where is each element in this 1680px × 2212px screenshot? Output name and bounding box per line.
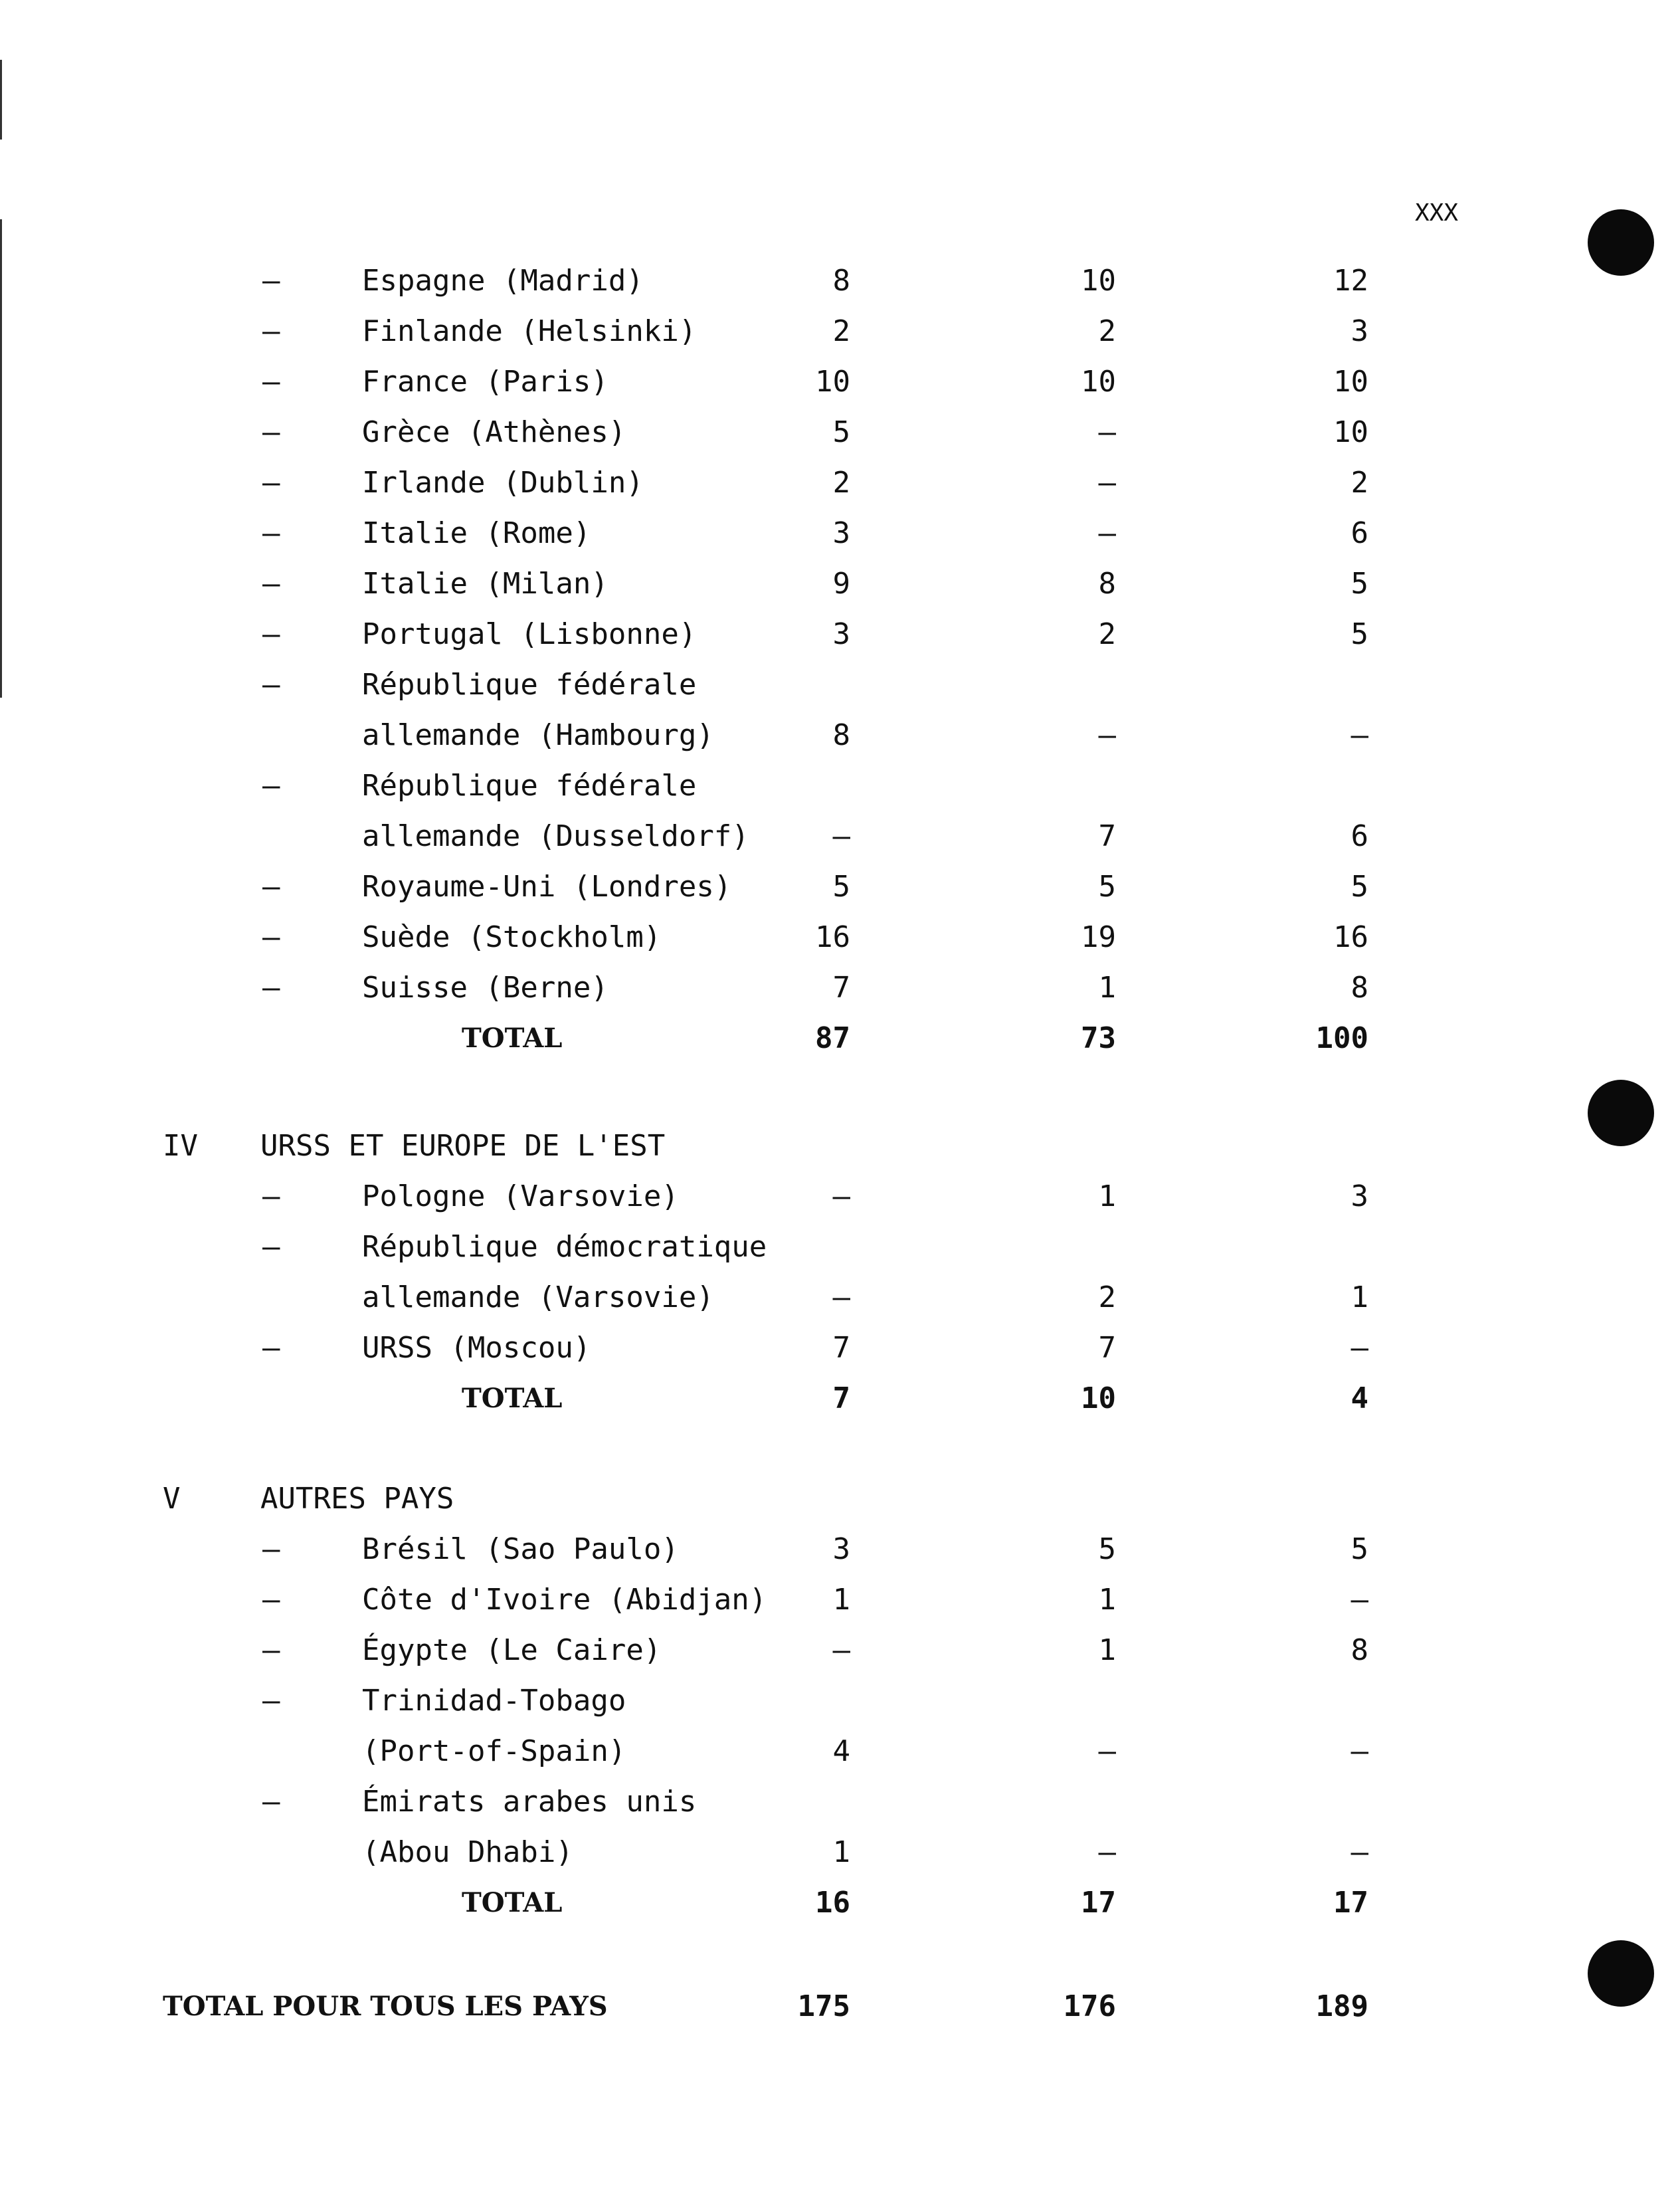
value-col-3: 5 — [1351, 1532, 1368, 1566]
value-col-3: 16 — [1333, 920, 1368, 954]
section-header — [0, 1474, 1680, 1524]
value-col-2: 7 — [1098, 819, 1116, 853]
country-city-label: Égypte (Le Caire) — [362, 1633, 662, 1667]
country-city-label: République fédérale — [362, 769, 697, 803]
value-col-3: 3 — [1351, 314, 1368, 348]
row-dash: – — [262, 1583, 280, 1617]
row-dash: – — [262, 870, 280, 904]
country-city-label: allemande (Dusseldorf) — [362, 819, 749, 853]
row-dash: – — [262, 1230, 280, 1264]
value-col-3: 1 — [1351, 1280, 1368, 1314]
value-col-2: — — [1098, 516, 1116, 550]
total-row — [0, 1373, 1680, 1424]
value-col-1: — — [832, 1633, 850, 1667]
value-col-2: — — [1098, 415, 1116, 449]
table-row — [0, 559, 1680, 609]
table-row — [0, 256, 1680, 306]
row-dash: – — [262, 1785, 280, 1819]
country-city-label: (Abou Dhabi) — [362, 1835, 573, 1869]
country-city-label: Portugal (Lisbonne) — [362, 617, 697, 651]
table-row — [0, 660, 1680, 710]
value-col-2: 73 — [1081, 1021, 1116, 1055]
table-row — [0, 1272, 1680, 1323]
table-row — [0, 710, 1680, 761]
row-dash: – — [262, 567, 280, 601]
total-label: TOTAL — [462, 1023, 563, 1054]
value-col-3: — — [1351, 1734, 1368, 1768]
value-col-3: 4 — [1351, 1381, 1368, 1415]
value-col-3: 8 — [1351, 1633, 1368, 1667]
value-col-3: 6 — [1351, 819, 1368, 853]
value-col-2: 1 — [1098, 1179, 1116, 1213]
section-number: IV — [163, 1129, 198, 1163]
page-number: XXX — [1415, 199, 1459, 227]
row-dash: – — [262, 1684, 280, 1718]
country-city-label: Finlande (Helsinki) — [362, 314, 697, 348]
value-col-1: 2 — [832, 466, 850, 500]
value-col-1: 7 — [832, 1381, 850, 1415]
table-row — [0, 1323, 1680, 1373]
value-col-3: 12 — [1333, 264, 1368, 298]
country-city-label: Espagne (Madrid) — [362, 264, 644, 298]
row-dash: – — [262, 1179, 280, 1213]
value-col-3: 5 — [1351, 617, 1368, 651]
country-city-label: Côte d'Ivoire (Abidjan) — [362, 1583, 767, 1617]
row-dash: – — [262, 314, 280, 348]
value-col-2: 1 — [1098, 1633, 1116, 1667]
value-col-1: 87 — [815, 1021, 850, 1055]
value-col-2: 1 — [1098, 971, 1116, 1005]
section-header — [0, 1121, 1680, 1171]
value-col-3: 5 — [1351, 567, 1368, 601]
row-dash: – — [262, 365, 280, 399]
row-dash: – — [262, 415, 280, 449]
row-dash: – — [262, 466, 280, 500]
table-row — [0, 508, 1680, 559]
country-city-label: Suède (Stockholm) — [362, 920, 662, 954]
row-dash: – — [262, 971, 280, 1005]
table-row — [0, 1171, 1680, 1222]
country-city-label: (Port-of-Spain) — [362, 1734, 626, 1768]
value-col-1: 4 — [832, 1734, 850, 1768]
value-col-1: 3 — [832, 617, 850, 651]
country-city-label: Italie (Milan) — [362, 567, 608, 601]
value-col-3: 5 — [1351, 870, 1368, 904]
table-row — [0, 963, 1680, 1013]
table-row — [0, 407, 1680, 458]
value-col-2: 176 — [1063, 1989, 1116, 2023]
country-city-label: République démocratique — [362, 1230, 767, 1264]
value-col-1: — — [832, 1179, 850, 1213]
table-row — [0, 1222, 1680, 1272]
table-row — [0, 357, 1680, 407]
table-row — [0, 1726, 1680, 1777]
value-col-1: 7 — [832, 971, 850, 1005]
grand-total-label: TOTAL POUR TOUS LES PAYS — [163, 1991, 608, 2022]
total-label: TOTAL — [462, 1887, 563, 1918]
value-col-1: 9 — [832, 567, 850, 601]
country-city-label: Italie (Rome) — [362, 516, 591, 550]
country-city-label: France (Paris) — [362, 365, 608, 399]
country-city-label: allemande (Varsovie) — [362, 1280, 714, 1314]
table-row — [0, 1524, 1680, 1575]
table-row — [0, 609, 1680, 660]
value-col-2: — — [1098, 1835, 1116, 1869]
value-col-1: 5 — [832, 415, 850, 449]
value-col-2: 10 — [1081, 365, 1116, 399]
value-col-2: 7 — [1098, 1331, 1116, 1365]
row-dash: – — [262, 1331, 280, 1365]
value-col-1: 8 — [832, 718, 850, 752]
value-col-3: 3 — [1351, 1179, 1368, 1213]
value-col-2: 1 — [1098, 1583, 1116, 1617]
value-col-2: 10 — [1081, 264, 1116, 298]
country-city-label: Suisse (Berne) — [362, 971, 608, 1005]
value-col-3: 100 — [1315, 1021, 1368, 1055]
value-col-1: 1 — [832, 1583, 850, 1617]
value-col-2: 10 — [1081, 1381, 1116, 1415]
value-col-1: 16 — [815, 920, 850, 954]
table-row — [0, 811, 1680, 862]
section-number: V — [163, 1482, 181, 1516]
country-city-label: Royaume-Uni (Londres) — [362, 870, 732, 904]
table-row — [0, 912, 1680, 963]
country-city-label: Émirats arabes unis — [362, 1785, 697, 1819]
value-col-1: 175 — [797, 1989, 850, 2023]
country-city-label: République fédérale — [362, 668, 697, 702]
value-col-3: 8 — [1351, 971, 1368, 1005]
value-col-3: 189 — [1315, 1989, 1368, 2023]
value-col-2: 5 — [1098, 1532, 1116, 1566]
value-col-3: 10 — [1333, 365, 1368, 399]
table-row — [0, 862, 1680, 912]
row-dash: – — [262, 264, 280, 298]
value-col-2: 2 — [1098, 314, 1116, 348]
value-col-2: 5 — [1098, 870, 1116, 904]
row-dash: – — [262, 769, 280, 803]
value-col-3: — — [1351, 1331, 1368, 1365]
value-col-3: 10 — [1333, 415, 1368, 449]
country-city-label: Trinidad-Tobago — [362, 1684, 626, 1718]
grand-total-row — [0, 1981, 1680, 2032]
value-col-1: 3 — [832, 1532, 850, 1566]
total-label: TOTAL — [462, 1383, 563, 1414]
country-city-label: Grèce (Athènes) — [362, 415, 626, 449]
table-row — [0, 1625, 1680, 1676]
table-row — [0, 1777, 1680, 1827]
table-row — [0, 1676, 1680, 1726]
row-dash: – — [262, 1532, 280, 1566]
value-col-1: 16 — [815, 1886, 850, 1920]
row-dash: – — [262, 617, 280, 651]
table-row — [0, 458, 1680, 508]
value-col-2: 19 — [1081, 920, 1116, 954]
value-col-1: 3 — [832, 516, 850, 550]
country-city-label: Pologne (Varsovie) — [362, 1179, 679, 1213]
table-row — [0, 1827, 1680, 1878]
value-col-1: 7 — [832, 1331, 850, 1365]
section-title: AUTRES PAYS — [260, 1482, 454, 1516]
section-title: URSS ET EUROPE DE L'EST — [260, 1129, 666, 1163]
value-col-3: 6 — [1351, 516, 1368, 550]
table-row — [0, 761, 1680, 811]
value-col-2: 8 — [1098, 567, 1116, 601]
value-col-1: 8 — [832, 264, 850, 298]
country-city-label: URSS (Moscou) — [362, 1331, 591, 1365]
row-dash: – — [262, 668, 280, 702]
country-city-label: Brésil (Sao Paulo) — [362, 1532, 679, 1566]
total-row — [0, 1878, 1680, 1928]
value-col-2: — — [1098, 1734, 1116, 1768]
value-col-3: — — [1351, 718, 1368, 752]
scan-edge-mark — [0, 60, 2, 140]
table-row — [0, 1575, 1680, 1625]
value-col-3: — — [1351, 1583, 1368, 1617]
country-city-label: allemande (Hambourg) — [362, 718, 714, 752]
value-col-3: 17 — [1333, 1886, 1368, 1920]
value-col-2: 2 — [1098, 1280, 1116, 1314]
value-col-1: 2 — [832, 314, 850, 348]
value-col-3: — — [1351, 1835, 1368, 1869]
row-dash: – — [262, 516, 280, 550]
value-col-3: 2 — [1351, 466, 1368, 500]
value-col-1: 10 — [815, 365, 850, 399]
country-city-label: Irlande (Dublin) — [362, 466, 644, 500]
value-col-2: 2 — [1098, 617, 1116, 651]
value-col-1: 1 — [832, 1835, 850, 1869]
value-col-1: — — [832, 819, 850, 853]
value-col-2: — — [1098, 466, 1116, 500]
table-row — [0, 306, 1680, 357]
value-col-2: — — [1098, 718, 1116, 752]
value-col-2: 17 — [1081, 1886, 1116, 1920]
row-dash: – — [262, 920, 280, 954]
value-col-1: 5 — [832, 870, 850, 904]
total-row — [0, 1013, 1680, 1064]
row-dash: – — [262, 1633, 280, 1667]
value-col-1: — — [832, 1280, 850, 1314]
